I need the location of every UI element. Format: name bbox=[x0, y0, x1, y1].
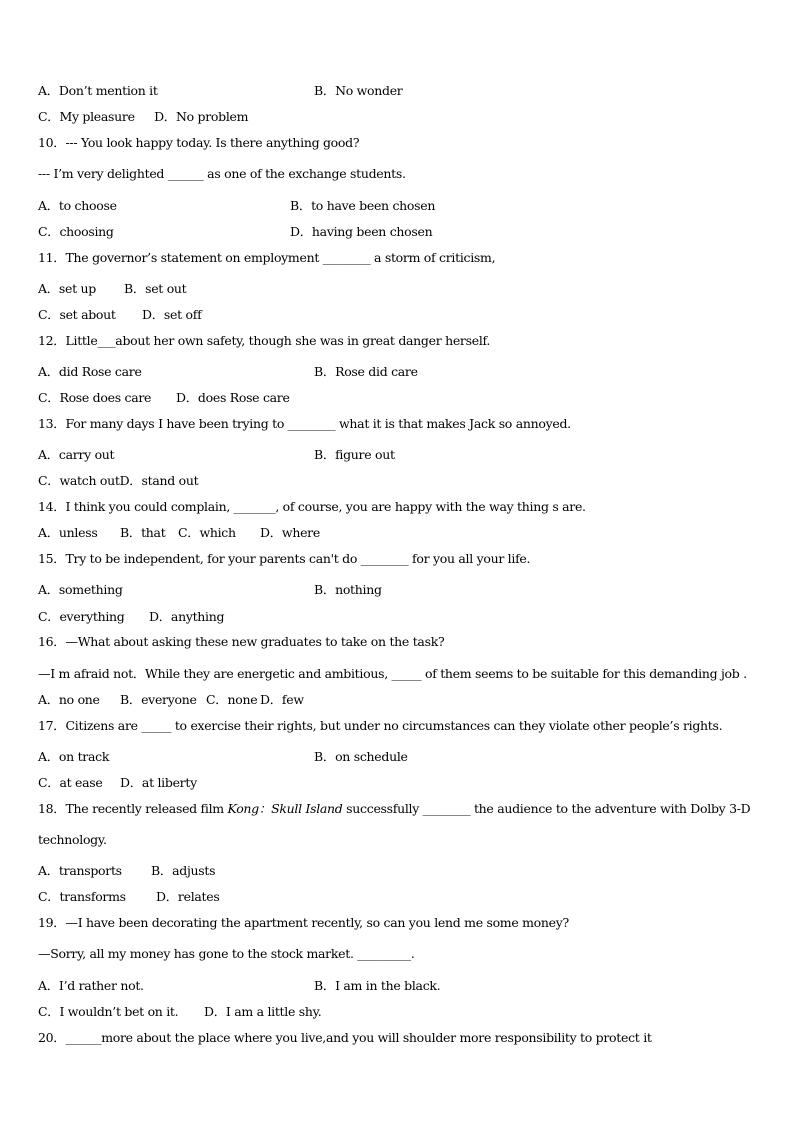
q18-option-row-1 bbox=[38, 863, 216, 879]
q19-stem: 19．—I have been decorating the apartment recently, so can you lend me some money? bbox=[38, 915, 569, 930]
q15-option-b: B．nothing bbox=[314, 582, 382, 597]
q19-option-row-1 bbox=[38, 978, 441, 994]
q15-option-c: C．everything bbox=[38, 609, 125, 624]
q18-option-b: B．adjusts bbox=[151, 863, 216, 878]
q15-option-row-2 bbox=[38, 609, 225, 625]
q15-stem: 15．Try to be independent, for your parents can't do ________ for you all your life. bbox=[38, 551, 531, 566]
q16-option-row bbox=[38, 692, 304, 708]
q17-option-b: B．on schedule bbox=[314, 749, 408, 764]
q11-option-row-1 bbox=[38, 281, 187, 297]
q11-option-d: D．set off bbox=[142, 307, 202, 322]
q18-film-title: Kong：Skull Island bbox=[227, 801, 343, 816]
q19-option-row-2 bbox=[38, 1004, 322, 1020]
q15-option-a: A．something bbox=[38, 582, 123, 597]
q19-option-c: C．I wouldn’t bet on it. bbox=[38, 1004, 179, 1019]
q19-option-b: B．I am in the black. bbox=[314, 978, 441, 993]
q18-option-d: D．relates bbox=[156, 889, 220, 904]
q17-option-row-1 bbox=[38, 749, 408, 765]
q10-option-row-1 bbox=[38, 198, 436, 214]
q16-option-d: D．few bbox=[260, 692, 304, 707]
q18-stem bbox=[38, 801, 750, 817]
q16-stem-2: —I m afraid not．While they are energetic and ambitious, _____ of them seems to be suitable for this demanding job . bbox=[38, 666, 747, 681]
q12-option-d: D．does Rose care bbox=[176, 390, 290, 405]
q11-option-row-2 bbox=[38, 307, 202, 323]
q13-option-d: D．stand out bbox=[119, 473, 199, 488]
q15-option-d: D．anything bbox=[149, 609, 225, 624]
q11-option-b: B．set out bbox=[124, 281, 187, 296]
q19-option-a: A．I’d rather not. bbox=[38, 978, 144, 993]
q12-option-c: C．Rose does care bbox=[38, 390, 152, 405]
q18-stem-pre: 18．The recently released film bbox=[38, 801, 228, 816]
q17-option-row-2 bbox=[38, 775, 197, 791]
q13-option-a: A．carry out bbox=[38, 447, 115, 462]
q16-stem: 16．—What about asking these new graduates to take on the task? bbox=[38, 634, 445, 649]
q17-option-d: D．at liberty bbox=[120, 775, 197, 790]
q9-option-b: B．No wonder bbox=[314, 83, 403, 98]
q14-option-row bbox=[38, 525, 320, 541]
q16-option-b: B．everyone bbox=[120, 692, 197, 707]
q18-option-a: A．transports bbox=[38, 863, 122, 878]
q12-option-a: A．did Rose care bbox=[38, 364, 142, 379]
q10-option-c: C．choosing bbox=[38, 224, 114, 239]
q18-option-c: C．transforms bbox=[38, 889, 126, 904]
q10-stem: 10．--- You look happy today. Is there anything good? bbox=[38, 135, 360, 150]
q17-option-c: C．at ease bbox=[38, 775, 103, 790]
q10-stem-2: --- I’m very delighted ______ as one of the exchange students. bbox=[38, 166, 406, 181]
q10-option-b: B．to have been chosen bbox=[290, 198, 436, 213]
q19-option-d: D．I am a little shy. bbox=[204, 1004, 322, 1019]
q14-option-d: D．where bbox=[260, 525, 320, 540]
q16-option-a: A．no one bbox=[38, 692, 100, 707]
q16-option-c: C．none bbox=[206, 692, 258, 707]
q19-stem-2: —Sorry, all my money has gone to the stock market. _________. bbox=[38, 946, 415, 961]
q18-stem-2: technology. bbox=[38, 832, 107, 847]
q12-option-row-2 bbox=[38, 390, 290, 406]
q18-option-row-2 bbox=[38, 889, 220, 905]
q10-option-d: D．having been chosen bbox=[290, 224, 433, 239]
q14-option-b: B．that bbox=[120, 525, 166, 540]
q20-stem: 20．______more about the place where you live,and you will shoulder more responsibility to protect it bbox=[38, 1030, 652, 1045]
q17-stem: 17．Citizens are _____ to exercise their rights, but under no circumstances can they violate other people’s rights. bbox=[38, 718, 723, 733]
q18-stem-post: successfully ________ the audience to the adventure with Dolby 3-D bbox=[342, 801, 751, 816]
q12-option-b: B．Rose did care bbox=[314, 364, 418, 379]
q14-option-a: A．unless bbox=[38, 525, 98, 540]
q11-option-c: C．set about bbox=[38, 307, 116, 322]
q13-option-b: B．figure out bbox=[314, 447, 395, 462]
q9-option-c: C．My pleasure bbox=[38, 109, 135, 124]
q9-option-row-2 bbox=[38, 109, 248, 125]
q10-option-a: A．to choose bbox=[38, 198, 117, 213]
q14-stem: 14．I think you could complain, _______, of course, you are happy with the way thing s are. bbox=[38, 499, 586, 514]
q13-option-row-1 bbox=[38, 447, 395, 463]
q13-option-row-2 bbox=[38, 473, 198, 489]
q11-option-a: A．set up bbox=[38, 281, 96, 296]
q13-option-c: C．watch out bbox=[38, 473, 120, 488]
q12-stem: 12．Little___about her own safety, though she was in great danger herself. bbox=[38, 333, 491, 348]
q12-option-row-1 bbox=[38, 364, 418, 380]
q15-option-row-1 bbox=[38, 582, 382, 598]
q9-option-d: D．No problem bbox=[154, 109, 249, 124]
q9-option-row-1 bbox=[38, 83, 403, 99]
q11-stem: 11．The governor’s statement on employment ________ a storm of criticism, bbox=[38, 250, 496, 265]
q9-option-a: A．Don’t mention it bbox=[38, 83, 158, 98]
q17-option-a: A．on track bbox=[38, 749, 110, 764]
q10-option-row-2 bbox=[38, 224, 433, 240]
q14-option-c: C．which bbox=[178, 525, 236, 540]
q13-stem: 13．For many days I have been trying to ________ what it is that makes Jack so annoyed. bbox=[38, 416, 571, 431]
